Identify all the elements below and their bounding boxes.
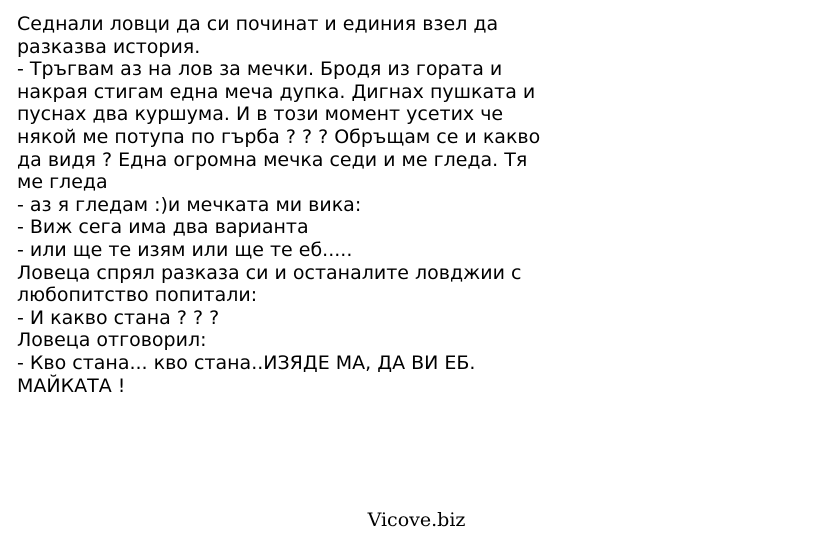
text-line: разказва история.	[17, 35, 201, 58]
text-line: да видя ? Една огромна мечка седи и ме гледа. Тя	[17, 148, 528, 171]
joke-text	[17, 13, 807, 397]
text-line: Ловеца отговорил:	[17, 329, 207, 352]
text-line: Ловеца спрял разказа си и останалите ловджии с	[17, 261, 522, 284]
text-line: - Тръгвам аз на лов за мечки. Бродя из гората и	[17, 58, 503, 81]
text-line: ме гледа	[17, 171, 108, 194]
text-line: накрая стигам една меча дупка. Дигнах пушката и	[17, 80, 536, 103]
text-line: - аз я гледам :)и мечката ми вика:	[17, 193, 362, 216]
text-line: МАЙКАТА !	[17, 374, 126, 397]
text-line: някой ме потупа по гърба ? ? ? Обръщам се и какво	[17, 125, 541, 148]
text-line: - Виж сега има два варианта	[17, 216, 309, 239]
text-line: Седнали ловци да си починат и единия взел да	[17, 13, 499, 35]
text-line: - И какво стана ? ? ?	[17, 306, 220, 329]
text-line: пуснах два куршума. И в този момент усетих че	[17, 103, 504, 126]
text-line: - или ще те изям или ще те еб.....	[17, 238, 353, 261]
text-line: - Кво стана... кво стана..ИЗЯДЕ МА, ДА ВИ ЕБ.	[17, 351, 476, 374]
text-line: любопитство попитали:	[17, 284, 258, 307]
site-watermark: Vicove.biz	[367, 509, 466, 531]
